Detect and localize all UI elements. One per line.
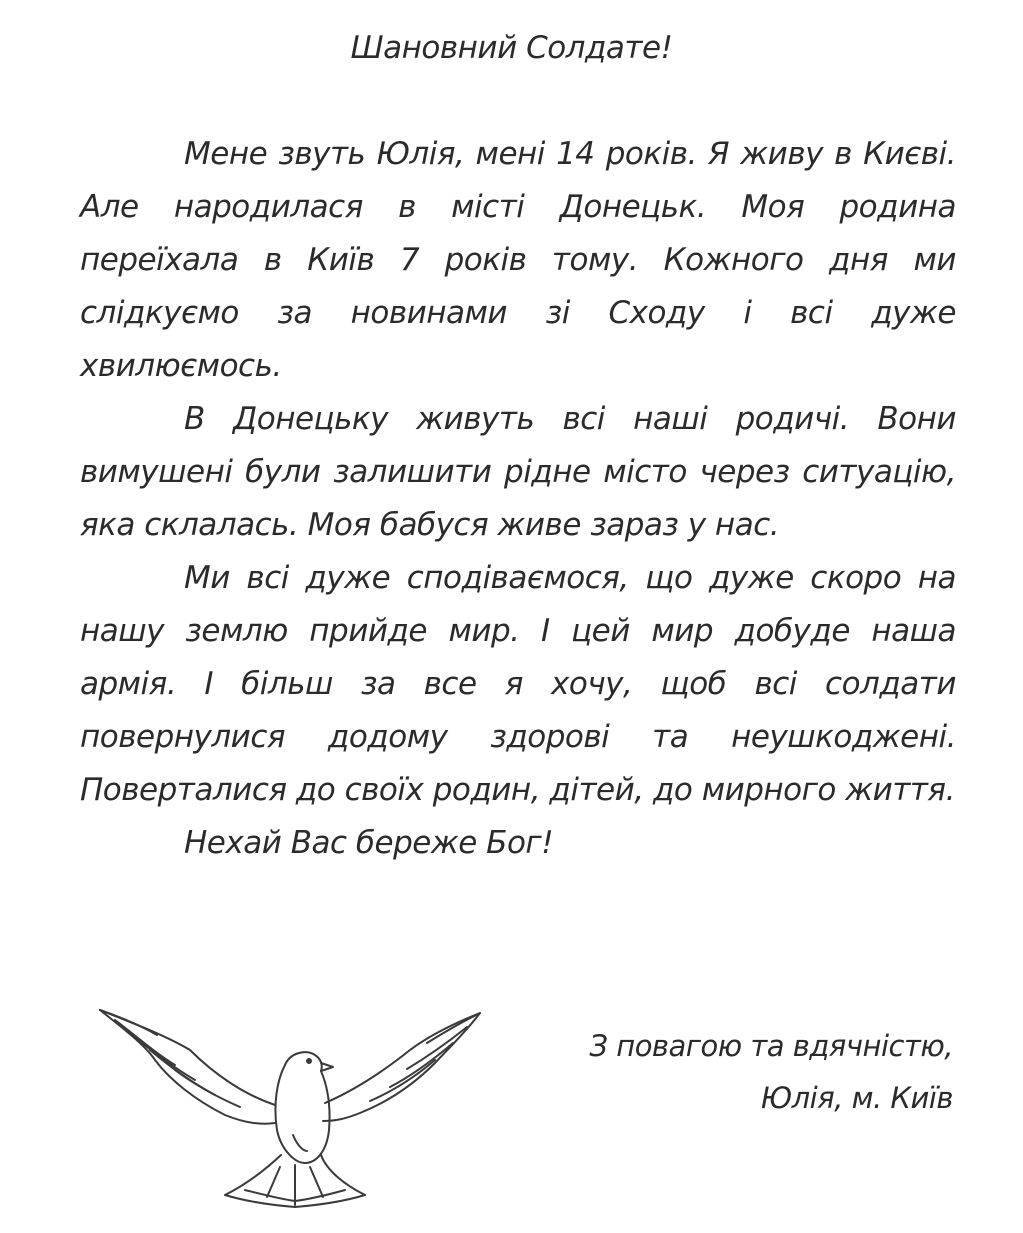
paragraph-2: В Донецьку живуть всі наші родичі. Вони вимушені були залишити рідне місто через ситуацію, яка склалась. Моя бабуся живе зараз у нас. — [80, 401, 956, 543]
paragraph-3: Ми всі дуже сподіваємося, що дуже скоро на нашу землю прийде мир. І цей мир добуде наша армія. І більш за все я хочу, щоб всі солдати повернулися додому здорові та неушкоджені. Поверталися до своїх родин, дітей, до мирного життя. — [80, 560, 956, 808]
signature-name: Юлія, м. Київ — [760, 1081, 953, 1115]
letter-greeting: Шановний Солдате! — [350, 30, 673, 66]
dove-icon — [95, 1005, 485, 1215]
paragraph-1: Мене звуть Юлія, мені 14 років. Я живу в Києві. Але народилася в місті Донецьк. Моя родина переїхала в Київ 7 років тому. Кожного дня ми слідкуємо за новинами зі Сходу і всі дуже хвилюємось. — [80, 136, 956, 384]
closing-line: З повагою та вдячністю, — [589, 1029, 953, 1063]
signature-block — [589, 1020, 953, 1124]
paragraph-4: Нехай Вас береже Бог! — [184, 825, 554, 861]
letter-body — [80, 128, 956, 870]
